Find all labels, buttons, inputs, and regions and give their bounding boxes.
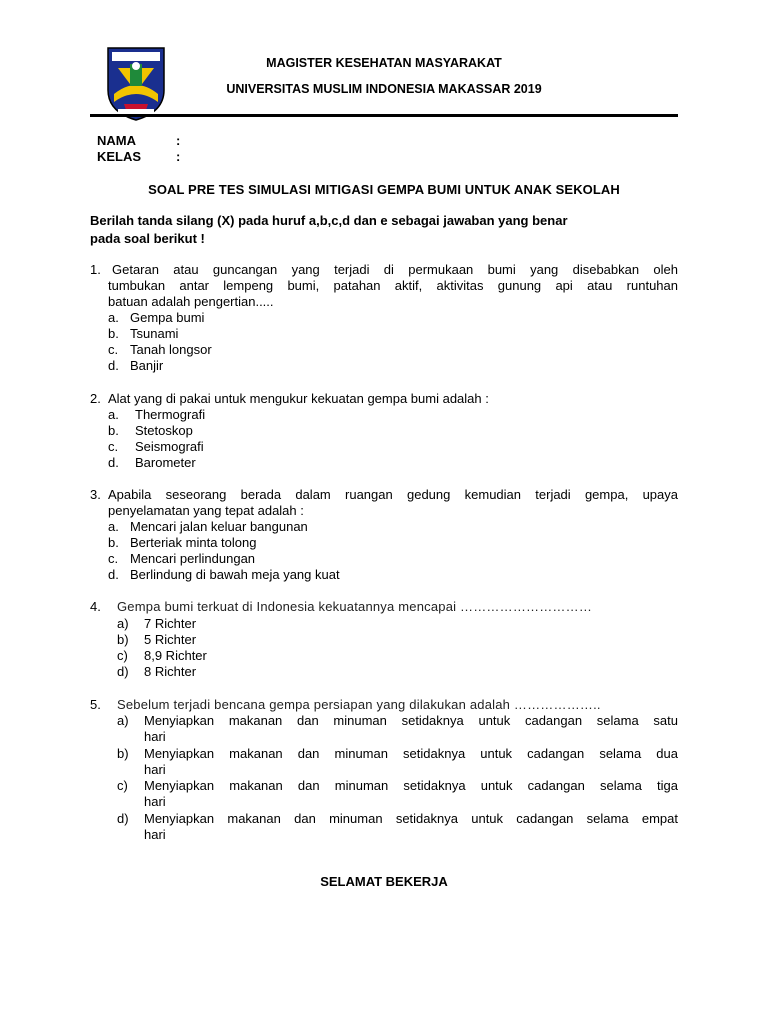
q4-number: 4. (90, 599, 101, 614)
q2-option-d-letter: d. (108, 455, 119, 470)
kelas-label: KELAS (97, 149, 142, 164)
q3-option-d: Berlindung di bawah meja yang kuat (130, 567, 340, 582)
q2-option-a-letter: a. (108, 407, 119, 422)
kelas-colon: : (176, 149, 181, 164)
q2-option-a: Thermografi (135, 407, 206, 422)
q4-option-c-letter: c) (117, 648, 128, 663)
q1-line-3: batuan adalah pengertian..... (108, 294, 274, 309)
q1-option-b: Tsunami (130, 326, 179, 341)
q5-option-d: Menyiapkan makanan dan minuman setidaknya untuk cadangan selama empat (144, 811, 678, 826)
q3-line-1: Apabila seseorang berada dalam ruangan gedung kemudian terjadi gempa, upaya (108, 487, 678, 502)
q5-option-d-letter: d) (117, 811, 129, 826)
q5-option-c: Menyiapkan makanan dan minuman setidaknya untuk cadangan selama tiga (144, 778, 678, 793)
page-title: SOAL PRE TES SIMULASI MITIGASI GEMPA BUMI UNTUK ANAK SEKOLAH (148, 182, 620, 197)
header-line-2: UNIVERSITAS MUSLIM INDONESIA MAKASSAR 2019 (226, 82, 542, 96)
q5-option-d-cont: hari (144, 827, 166, 842)
q4-option-d-letter: d) (117, 664, 129, 679)
q1-option-c-letter: c. (108, 342, 119, 357)
q5-option-b: Menyiapkan makanan dan minuman setidaknya untuk cadangan selama dua (144, 746, 678, 761)
closing-text: SELAMAT BEKERJA (320, 874, 448, 889)
q3-option-d-letter: d. (108, 567, 119, 582)
q1-line-2: tumbukan antar lempeng bumi, patahan aktif, aktivitas gunung api atau runtuhan (108, 278, 678, 293)
q5-option-a-cont: hari (144, 729, 166, 744)
q4-option-b: 5 Richter (144, 632, 197, 647)
q2-option-b: Stetoskop (135, 423, 193, 438)
q4-option-d: 8 Richter (144, 664, 197, 679)
q1-option-b-letter: b. (108, 326, 119, 341)
q2-option-c: Seismografi (135, 439, 204, 454)
q2-line-1: Alat yang di pakai untuk mengukur kekuatan gempa bumi adalah : (108, 391, 489, 406)
q1-option-a: Gempa bumi (130, 310, 205, 325)
q4-option-c: 8,9 Richter (144, 648, 207, 663)
q5-option-b-letter: b) (117, 746, 129, 761)
q3-option-b-letter: b. (108, 535, 119, 550)
header-divider (90, 114, 678, 117)
q2-option-d: Barometer (135, 455, 196, 470)
q5-option-c-cont: hari (144, 794, 166, 809)
instruction (90, 212, 690, 248)
q1-number: 1. (90, 262, 101, 277)
q1-line-1: Getaran atau guncangan yang terjadi di permukaan bumi yang disebabkan oleh (112, 262, 678, 277)
q4-option-b-letter: b) (117, 632, 129, 647)
q1-option-d: Banjir (130, 358, 164, 373)
q5-option-c-letter: c) (117, 778, 128, 793)
q2-number: 2. (90, 391, 101, 406)
q3-option-c-letter: c. (108, 551, 119, 566)
q5-number: 5. (90, 697, 101, 712)
nama-label: NAMA (97, 133, 136, 148)
q2-option-b-letter: b. (108, 423, 119, 438)
q3-option-a-letter: a. (108, 519, 119, 534)
q3-line-2: penyelamatan yang tepat adalah : (108, 503, 304, 518)
q4-option-a-letter: a) (117, 616, 129, 631)
q1-option-d-letter: d. (108, 358, 119, 373)
nama-colon: : (176, 133, 181, 148)
q3-option-b: Berteriak minta tolong (130, 535, 257, 550)
q5-option-a-letter: a) (117, 713, 129, 728)
q1-option-c: Tanah longsor (130, 342, 212, 357)
q5-line-1: Sebelum terjadi bencana gempa persiapan yang dilakukan adalah ……………….. (117, 697, 601, 712)
header-line-1: MAGISTER KESEHATAN MASYARAKAT (266, 56, 502, 70)
q3-number: 3. (90, 487, 101, 502)
q3-option-c: Mencari perlindungan (130, 551, 256, 566)
q5-option-b-cont: hari (144, 762, 166, 777)
q4-line-1: Gempa bumi terkuat di Indonesia kekuatannya mencapai ………………………… (117, 599, 593, 614)
instruction-line-1: Berilah tanda silang (X) pada huruf a,b,c,d dan e sebagai jawaban yang benar (90, 213, 568, 228)
q4-option-a: 7 Richter (144, 616, 197, 631)
q2-option-c-letter: c. (108, 439, 119, 454)
instruction-line-2: pada soal berikut ! (90, 231, 205, 246)
q1-option-a-letter: a. (108, 310, 119, 325)
q5-option-a: Menyiapkan makanan dan minuman setidaknya untuk cadangan selama satu (144, 713, 678, 728)
q3-option-a: Mencari jalan keluar bangunan (130, 519, 308, 534)
